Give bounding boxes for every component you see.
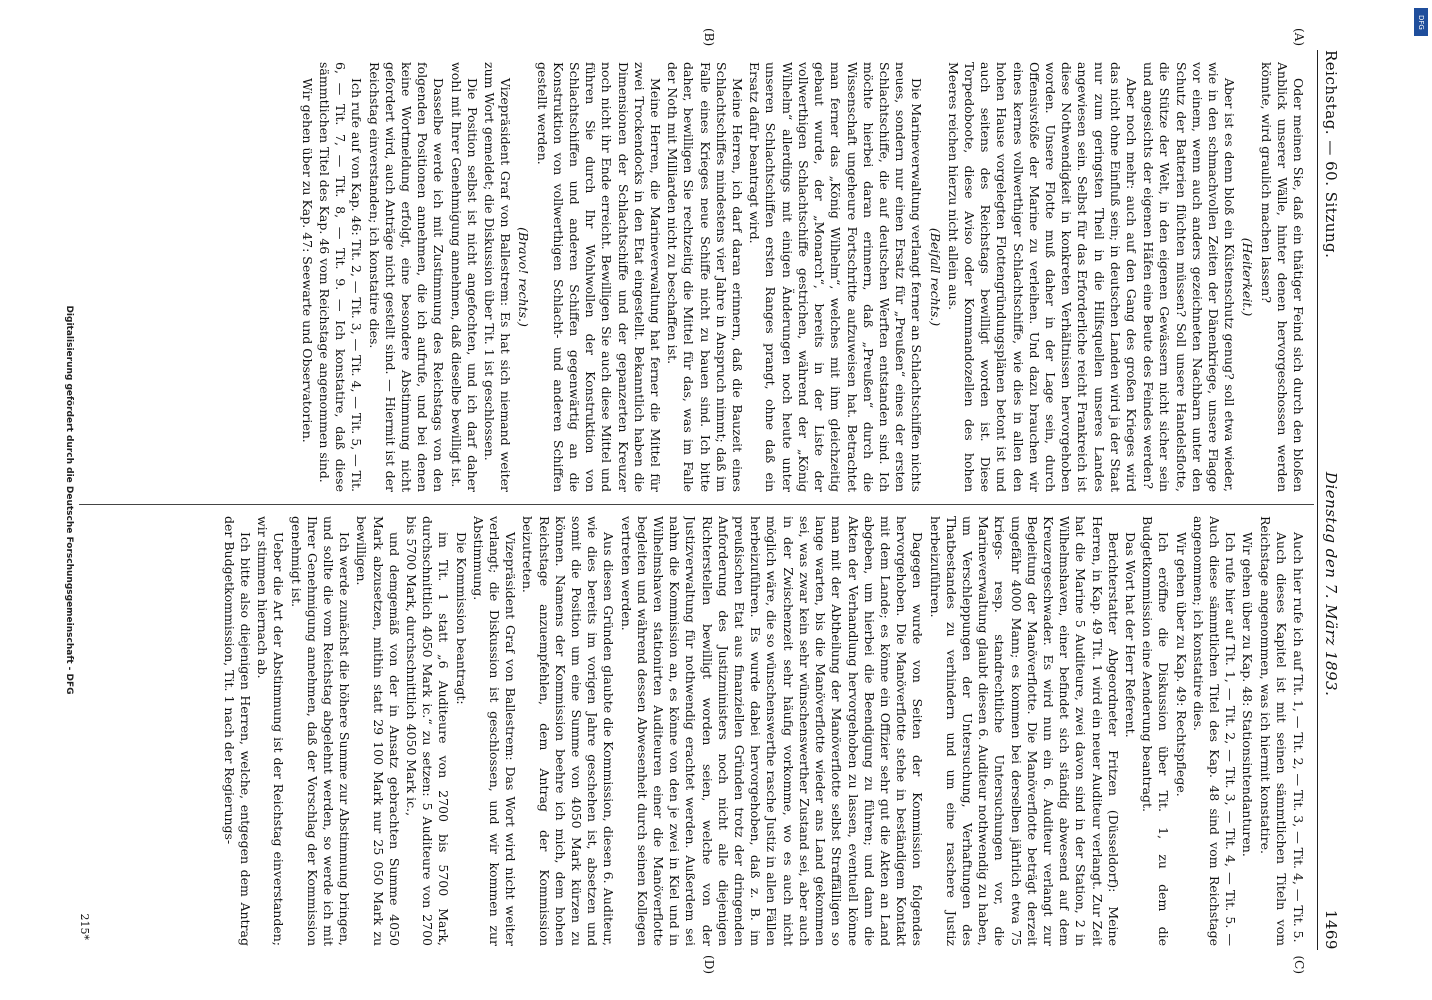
paragraph: Oder meinen Sie, daß ein thätiger Feind sich durch den bloßen Anblick unserer Wälle, hinter denen hervorgeschossen werden könnte, wird graulich machen lassen? [1258, 62, 1306, 492]
paragraph: Dagegen wurde von Seiten der Kommission folgendes hervorgehoben. Die Manöverflotte stehe in beständigem Kontakt mit dem Lande; es könne ein Offizier sehr gut die Akten an Land abgeben, um hierbei die Beendigung zu führen; und dann die Akten der Verhandlung hervorgehoben zu lassen, eventuell könne man mit der Abtheilung der Manöverflotte selbst Straffälligen so lange warten, bis die Manöverflotte wieder ans Land gekommen sei, was zwar kein sehr wünschenswerther Zustand sei, aber auch in der Zwischenzeit sehr häufig vorkomme, wo es auch nicht möglich wäre, die so wünschenswerthe rasche Justiz in allen Fällen herbeizuführen. Es wurde dabei hervorgehoben, daß z. B. im preußischen Etat aus finanziellen Gründen trotz der dringenden Anforderung des Justizministers noch nicht alle diejenigen Richterstellen bewilligt worden seien, welche von der Justizverwaltung für nothwendig erachtet werden. Außerdem sei nahm die Kommission an, es könne von den je zwei in Kiel und in Wilhelmshaven stationirten Auditeuren einer die Manöverflotte begleiten und während dessen Abwesenheit durch seinen Kollegen vertreten werden. [618, 516, 926, 946]
paragraph: Auch dieses Kapitel ist mit seinen sämmtlichen Titeln vom Reichstage angenommen, was ich hiermit konstatire. [1257, 516, 1289, 946]
paragraph: Ich werde zunächst die höhere Summe zur Abstimmung bringen, und sollte die vom Reichstag abgelehnt werden, so werde ich mit Ihrer Genehmigung annehmen, daß der Vorschlag der Kommission genehmigt ist. [288, 516, 353, 946]
paragraph: Dasselbe werde ich mit Zustimmung des Reichstags von den folgenden Positionen annehmen, die ich aufrufe, und bei denen keine Wortmeldung erfolgt, eine besondere Abstimmung nicht gefordert wird, auch Anträge nicht gestellt sind. — Hiermit ist der Reichstag einverstanden; ich konstatire dies. [366, 62, 447, 492]
paragraph: Ich rufe hier auf Tit. 1, — Tit. 2, — Tit. 3, — Tit. 4, — Tit. 5. — Auch diese sämmtlichen Titel des Kap. 48 sind vom Reichstage angenommen; ich konstatire dies. [1190, 516, 1239, 946]
paragraph: Ich bitte also diejenigen Herren, welche, entgegen dem Antrag der Budgetkommission, Tit. 1 nach der Regierungs- [221, 516, 253, 946]
paragraph: Ich rufe auf von Kap. 46: Tit. 2, — Tit. 3, — Tit. 4, — Tit. 5, — Tit. 6, — Tit. 7, — Tit. 8, — Tit. 9. — Ich konstatire, daß diese sämmtlichen Titel des Kap. 46 vom Reichstage angenommen sind. [317, 62, 365, 492]
interjection: (Heiterkeit.) [1240, 237, 1256, 317]
paragraph: Aber ist es denn bloß ein Küstenschutz genug? soll etwa wieder, wie in den schmachvollen Zeiten der Dänenkriege, unsere Flagge vor einem, wenn auch anders gezeichneten Nachbarn unter den Schutz der Batterien flüchten müssen? Soll unsere Handelsflotte, die Stütze der Welt, in den eigenen Gewässern nicht sicher sein und angesichts der eigenen Häfen eine Beute des Feindes werden? [1141, 62, 1238, 492]
paragraph: Das Wort hat der Herr Referent. [1122, 532, 1138, 738]
header-title: Reichstag. — 60. Sitzung. [1322, 50, 1340, 259]
paragraph: Meine Herren, ich darf daran erinnern, daß die Bauzeit eines Schlachtschiffes mindestens vier Jahre in Anspruch nimmt; daß im Falle eines Krieges neue Schiffe nicht zu bauen sind. Ich bitte daher, bewilligen Sie rechtzeitig die Mittel für das, was im Falle der Noth mit Milliarden nicht zu beschaffen ist. [665, 62, 746, 492]
header-rule [1317, 50, 1318, 950]
dfg-logo: DFG [1414, 8, 1428, 36]
paragraph: Aus diesen Gründen glaubte die Kommission, diesen 6. Auditeur, wie dies bereits im vorigen Jahre geschehen ist, absetzen und somit die Position um eine Summe von 4050 Mark kürzen zu können. Namens der Kommission beehre ich mich, dem hohen Reichstage anzuempfehlen, dem Antrag der Kommission beizutreten. [520, 516, 617, 946]
interjection: (Bravo! rechts.) [516, 227, 532, 327]
paragraph: im Tit. 1 statt „6 Auditeure von 2700 bis 5700 Mark, durchschnittlich 4050 Mark ic.“ zu setzen: 5 Auditeure von 2700 bis 5700 Mark, durchschnittlich 4050 Mark ic., [404, 516, 452, 946]
column-divider [79, 504, 1314, 505]
paragraph: Die Kommission beantragt: [453, 532, 469, 705]
page-number: 1469 [1322, 909, 1340, 950]
rotated-document-page [66, 20, 1366, 980]
paragraph: Ueber die Art der Abstimmung ist der Reichstag einverstanden; wir stimmen hiernach ab. [255, 516, 287, 946]
paragraph: Wir gehen über zu Kap. 47: Seewarte und Observatorien. [299, 78, 315, 443]
paragraph: Ich eröffne die Diskussion über Tit. 1, zu dem die Budgetkommission eine Aenderung beantragt. [1140, 516, 1172, 946]
paragraph: Wir gehen über zu Kap. 49: Rechtspflege. [1173, 532, 1189, 797]
margin-letter-d: (D) [702, 955, 716, 974]
digitization-stamp: Digitalisierung gefördert durch die Deutsche Forschungsgemeinschaft - DFG [64, 305, 74, 695]
paragraph: und demgemäß von der in Ansatz gebrachten Summe 4050 Mark abzusetzen, mithin statt 29 100 Mark nur 25 050 Mark zu bewilligen. [354, 516, 402, 946]
margin-letter-c: (C) [1292, 955, 1306, 974]
paragraph: Meine Herren, die Marineverwaltung hat ferner die Mittel für zwei Trockendocks in den Etat eingestellt. Bekanntlich haben die Dimensionen der Schlachtschiffe und der gepanzerten Kreuzer noch nicht ihr Ende erreicht. Bewilligen Sie auch diese Mittel und führen Sie durch Ihr Wohlwollen der Konstruktion von Schlachtschiffen und anderen Schiffen gegenwärtig an die Konstruktion von vollwerthigen Schlacht- und anderen Schiffen gestellt werden. [534, 62, 664, 492]
left-text-column [81, 62, 1306, 492]
paragraph: Auch hier rufe ich auf Tit. 1, — Tit. 2, — Tit. 3, — Tit. 4, — Tit. 5. [1291, 532, 1306, 943]
header-date: Dienstag den 7. März 1893. [1322, 471, 1340, 697]
paragraph: Die Marineverwaltung verlangt ferner an Schlachtschiffen nichts neues, sondern nur einen Ersatz für „Preußen“ eines der ersten Schlachtschiffe, die auf deutschen Werften entstanden sind. Ich möchte hierbei daran erinnern, daß „Preußen“ durch die Wissenschaft ungeheure Fortschritte aufzuweisen hat. Betrachtet man ferner das „König Wilhelm“, welches mit ihm gleichzeitig gebaut wurde, der „Monarch“, bereits in der Liste der vollwerthigen Schlachtschiffe gestrichen, während der „König Wilhelm“ allerdings mit einigen Änderungen noch heute unter unseren Schlachtschiffen ersten Ranges prangt, ohne daß ein Ersatz dafür beantragt wird. [747, 62, 925, 492]
margin-letter-a: (A) [1292, 28, 1306, 47]
margin-letter-b: (B) [702, 28, 716, 47]
paragraph: Aber noch mehr: auch auf den Gang des großen Krieges wird das nicht ohne Einfluß sein; in deutschen Landen wird ja der Staat nur zum geringsten Theil in die Hilfsquellen unseres Landes angewiesen sein. Selbst für das Erforderliche reicht Frankreich ist diese Nothwendigkeit in konkreten Verhältnissen hervorgehoben worden. Unsere Flotte muß daher in der Lage sein, durch Offensivstöße der Marine zu verleihen. Und dazu brauchen wir eines kernes vollwerthiger Schlachtschiffe, wie dies in allen den hohen Hause vorgelegten Flottengründungsplänen betont ist und auch seitens des Reichstags bewilligt worden ist. Diese Torpedoboote, diese Aviso oder Kommandozellen des hohen Meeres reichen hierzu nicht allein aus. [945, 62, 1139, 492]
signature-mark: 215* [78, 913, 91, 940]
paragraph: Die Position selbst ist nicht angefochten, und ich darf daher wohl mit Ihrer Genehmigung annehmen, daß dieselbe bewilligt ist. [448, 62, 480, 492]
page-header [1322, 50, 1348, 950]
right-text-column [81, 516, 1306, 946]
interjection: (Beifall rechts.) [927, 227, 943, 327]
paragraph: Vizepräsident Graf von Ballestrem: Das Wort wird nicht weiter verlangt; die Diskussion ist geschlossen, und wir kommen zur Abstimmung. [470, 516, 519, 946]
paragraph: Vizepräsident Graf von Ballestrem: Es hat sich niemand weiter zum Wort gemeldet; die Diskussion über Tit. 1 ist geschlossen. [482, 62, 514, 492]
paragraph: Wir gehen über zu Kap. 48: Stationsintendanturen. [1240, 532, 1256, 857]
paragraph: Berichterstatter Abgeordneter Fritzen (Düsseldorf): Meine Herren, in Kap. 49 Tit. 1 wird ein neuer Auditeur verlangt. Zur Zeit hat die Marine 5 Auditeure, zwei davon sind in der Station, 2 in Wilhelmshaven, einer befindet sich ständig abwesend auf dem Kreuzergeschwader. Es wird nun ein 6. Auditeur verlangt zur Begleitung der Manöverflotte. Die Manöverflotte beträgt derzeit ungefähr 4000 Mann; es kommen bei derselben jährlich etwa 75 kriegs- resp. standrechtliche Untersuchungen vor, die Marineverwaltung glaubt diesen 6. Auditeur nothwendig zu haben, um Verschleppungen der Untersuchung, Verhaftungen des Thatbestandes zu verhindern und um eine raschere Justiz herbeizuführen. [927, 516, 1121, 946]
